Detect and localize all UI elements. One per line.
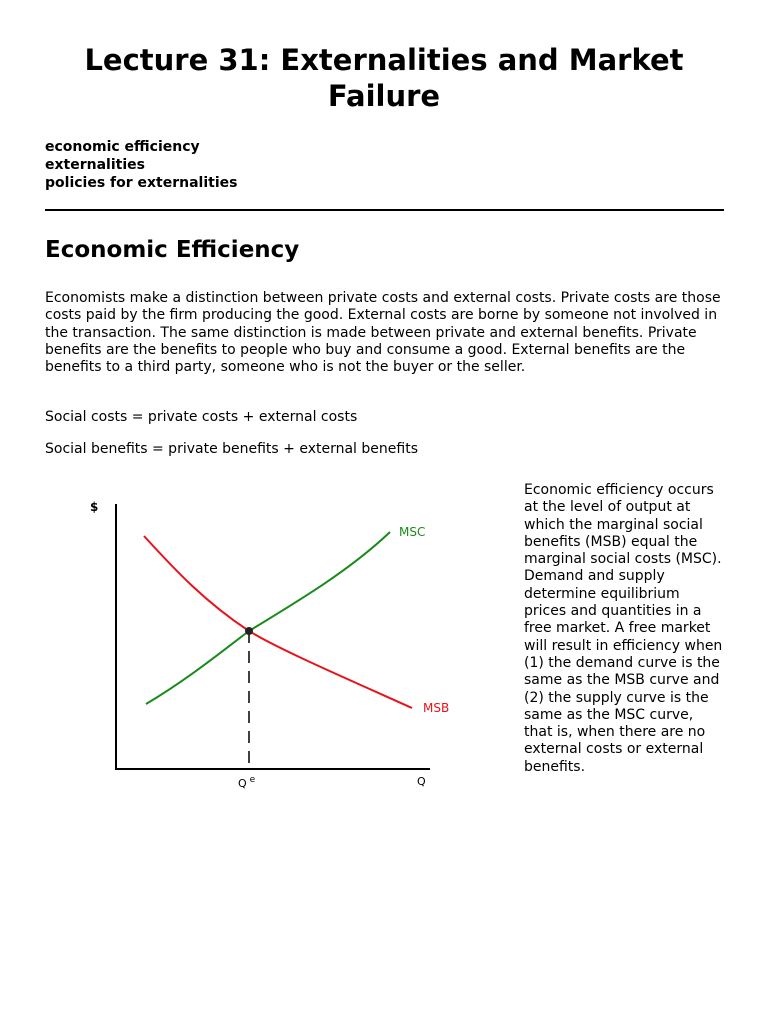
- efficiency-chart: [80, 490, 480, 800]
- topic-list: [45, 138, 237, 192]
- x-axis-label: Q: [417, 775, 426, 788]
- topic-item: policies for externalities: [45, 175, 238, 191]
- msc-curve: [146, 532, 390, 704]
- msb-label: MSB: [423, 701, 450, 715]
- section-heading: Economic Efficiency: [45, 237, 300, 263]
- msc-label: MSC: [399, 525, 426, 539]
- social-costs-equation: Social costs = private costs + external costs: [45, 409, 358, 425]
- y-axis-label: $: [90, 500, 99, 514]
- equilibrium-point: [245, 627, 253, 635]
- equilibrium-quantity-superscript: e: [249, 775, 256, 785]
- social-benefits-equation: Social benefits = private benefits + external benefits: [45, 441, 418, 457]
- equilibrium-quantity-letter: Q: [238, 777, 247, 790]
- topic-item: economic efficiency: [45, 139, 200, 155]
- equilibrium-quantity-label: [238, 775, 256, 790]
- msb-curve: [144, 536, 412, 708]
- horizontal-divider: [45, 209, 724, 211]
- efficiency-explanation: Economic efficiency occurs at the level of output at which the marginal social benefits (MSB) equal the marginal social costs (MSC). Demand and supply determine equilibrium prices and quantities in a free market. A free market will result in efficiency when (1) the demand curve is the same as the MSB curve and (2) the supply curve is the same as the MSC curve, that is, when there are no external costs or external benefits.: [524, 482, 723, 775]
- intro-paragraph: Economists make a distinction between private costs and external costs. Private costs are those costs paid by the firm producing the good. External costs are borne by someone not involved in the transaction. The same distinction is made between private and external benefits. Private benefits are the benefits to people who buy and consume a good. External benefits are the benefits to a third party, someone who is not the buyer or the seller.: [45, 290, 721, 376]
- topic-item: externalities: [45, 157, 145, 173]
- page-title: Lecture 31: Externalities and Market Failure: [84, 43, 684, 113]
